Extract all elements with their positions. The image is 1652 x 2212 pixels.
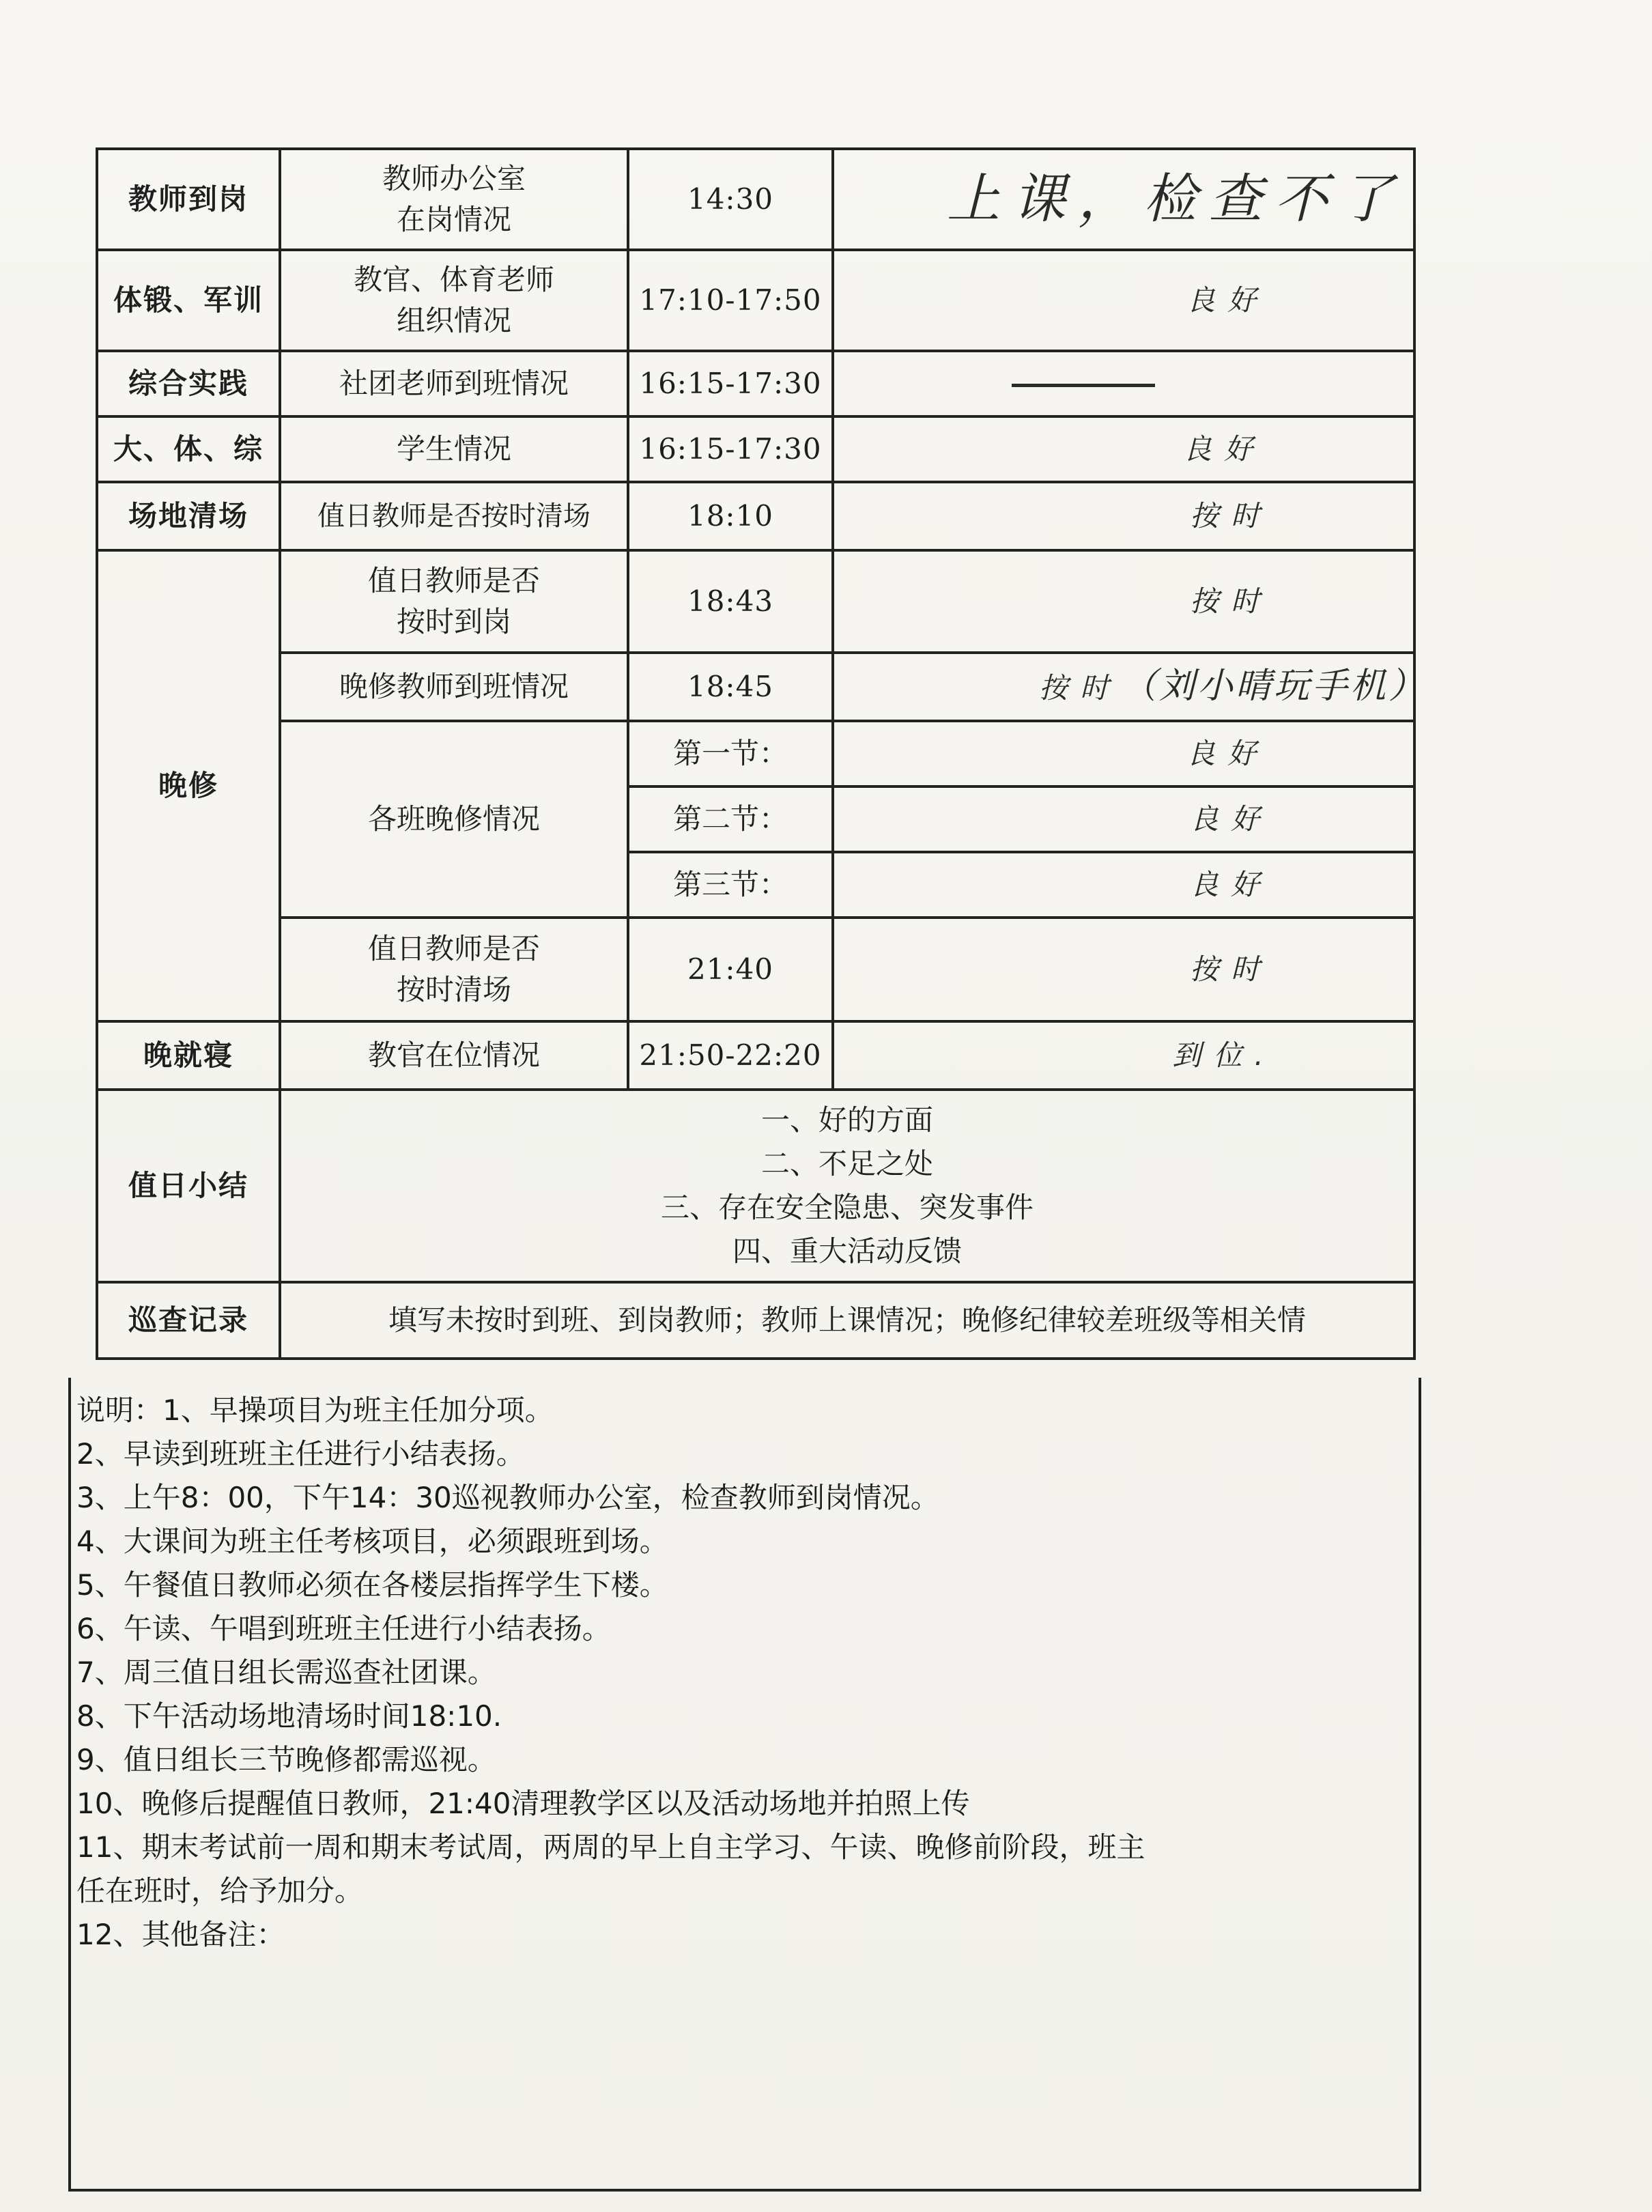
handwritten-result-exercise: 良好 bbox=[833, 250, 1414, 351]
item-student-status: 学生情况 bbox=[280, 416, 628, 482]
handwritten-result-students: 良好 bbox=[833, 416, 1414, 482]
table-row bbox=[97, 550, 1414, 653]
duty-inspection-table bbox=[96, 147, 1427, 1360]
note-line: 2、早读到班班主任进行小结表扬。 bbox=[76, 1437, 525, 1471]
summary-line: 三、存在安全隐患、突发事件 bbox=[660, 1191, 1034, 1224]
period-label: 第二节： bbox=[628, 786, 833, 852]
dash-mark bbox=[1012, 384, 1155, 387]
category-clearing: 场地清场 bbox=[97, 482, 280, 550]
table-row bbox=[97, 721, 1414, 786]
handwritten-note: （刘小晴玩手机） bbox=[1121, 665, 1427, 707]
time-students: 16:15-17:30 bbox=[628, 416, 833, 482]
note-line: 6、午读、午唱到班班主任进行小结表扬。 bbox=[76, 1612, 611, 1645]
time-practice: 16:15-17:30 bbox=[628, 351, 833, 416]
item-instructor-presence: 教官在位情况 bbox=[280, 1021, 628, 1090]
handwritten-result-duty-clear: 按时 bbox=[833, 918, 1414, 1021]
item-duty-teacher-arrival: 值日教师是否 按时到岗 bbox=[280, 550, 628, 653]
handwritten-result-clearing: 按时 bbox=[833, 482, 1414, 550]
notes-section bbox=[68, 1378, 1421, 2192]
handwritten-result-teacher-post: 上课，检查不了 bbox=[833, 149, 1414, 250]
category-evening-study: 晚修 bbox=[97, 550, 280, 1021]
period-label: 第一节： bbox=[628, 721, 833, 786]
category-daily-summary: 值日小结 bbox=[97, 1090, 280, 1282]
handwritten-result-bedtime: 到位. bbox=[833, 1021, 1414, 1090]
note-line: 9、值日组长三节晚修都需巡视。 bbox=[76, 1743, 496, 1776]
time-bedtime: 21:50-22:20 bbox=[628, 1021, 833, 1090]
table-row bbox=[97, 653, 1414, 721]
table-row bbox=[97, 351, 1414, 416]
patrol-record-text: 填写未按时到班、到岗教师；教师上课情况；晚修纪律较差班级等相关情 bbox=[280, 1282, 1414, 1359]
summary-list bbox=[280, 1090, 1414, 1282]
category-students: 大、体、综 bbox=[97, 416, 280, 482]
note-line: 任在班时，给予加分。 bbox=[76, 1874, 364, 1908]
category-teacher-post: 教师到岗 bbox=[97, 149, 280, 250]
summary-line: 四、重大活动反馈 bbox=[732, 1234, 962, 1268]
table-row bbox=[97, 149, 1414, 250]
note-line: 3、上午8：00，下午14：30巡视教师办公室，检查教师到岗情况。 bbox=[76, 1481, 939, 1514]
item-duty-teacher-clear: 值日教师是否 按时清场 bbox=[280, 918, 628, 1021]
note-line: 12、其他备注： bbox=[76, 1918, 285, 1951]
note-line: 8、下午活动场地清场时间18:10. bbox=[76, 1699, 502, 1733]
handwritten-result-duty-arrival: 按时 bbox=[833, 550, 1414, 653]
item-evening-teacher-arrival: 晚修教师到班情况 bbox=[280, 653, 628, 721]
note-line: 5、午餐值日教师必须在各楼层指挥学生下楼。 bbox=[76, 1568, 668, 1602]
item-club-teacher-arrival: 社团老师到班情况 bbox=[280, 351, 628, 416]
time-teacher-arrival: 18:45 bbox=[628, 653, 833, 721]
time-teacher-post: 14:30 bbox=[628, 149, 833, 250]
time-clearing: 18:10 bbox=[628, 482, 833, 550]
time-duty-clear: 21:40 bbox=[628, 918, 833, 1021]
item-teacher-office: 教师办公室 在岗情况 bbox=[280, 149, 628, 250]
category-practice: 综合实践 bbox=[97, 351, 280, 416]
item-instructor-organization: 教官、体育老师 组织情况 bbox=[280, 250, 628, 351]
note-line: 说明：1、早操项目为班主任加分项。 bbox=[76, 1393, 554, 1427]
note-line: 11、期末考试前一周和期末考试周，两周的早上自主学习、午读、晚修前阶段，班主 bbox=[76, 1830, 1145, 1864]
category-exercise: 体锻、军训 bbox=[97, 250, 280, 351]
table-row bbox=[97, 918, 1414, 1021]
note-line: 7、周三值日组长需巡查社团课。 bbox=[76, 1656, 496, 1689]
table-row bbox=[97, 482, 1414, 550]
table-row bbox=[97, 1021, 1414, 1090]
table-row bbox=[97, 416, 1414, 482]
item-class-evening-status: 各班晚修情况 bbox=[280, 721, 628, 918]
category-patrol-record: 巡查记录 bbox=[97, 1282, 280, 1359]
period-label: 第三节： bbox=[628, 852, 833, 918]
table-row bbox=[97, 250, 1414, 351]
handwritten-result-practice bbox=[833, 351, 1414, 416]
handwritten-result-period-1: 良好 bbox=[833, 721, 1414, 786]
note-line: 4、大课间为班主任考核项目，必须跟班到场。 bbox=[76, 1525, 668, 1558]
time-exercise: 17:10-17:50 bbox=[628, 250, 833, 351]
table-row bbox=[97, 1282, 1414, 1359]
note-line: 10、晚修后提醒值日教师，21:40清理教学区以及活动场地并拍照上传 bbox=[76, 1787, 970, 1820]
category-bedtime: 晚就寝 bbox=[97, 1021, 280, 1090]
table-row bbox=[97, 1090, 1414, 1282]
summary-line: 二、不足之处 bbox=[760, 1147, 933, 1180]
handwritten-result-teacher-arrival: 按时（刘小晴玩手机） bbox=[833, 653, 1414, 721]
summary-line: 一、好的方面 bbox=[760, 1103, 933, 1137]
handwritten-result-period-3: 良好 bbox=[833, 852, 1414, 918]
time-duty-arrival: 18:43 bbox=[628, 550, 833, 653]
item-duty-teacher-clearing: 值日教师是否按时清场 bbox=[280, 482, 628, 550]
handwritten-result-period-2: 良好 bbox=[833, 786, 1414, 852]
